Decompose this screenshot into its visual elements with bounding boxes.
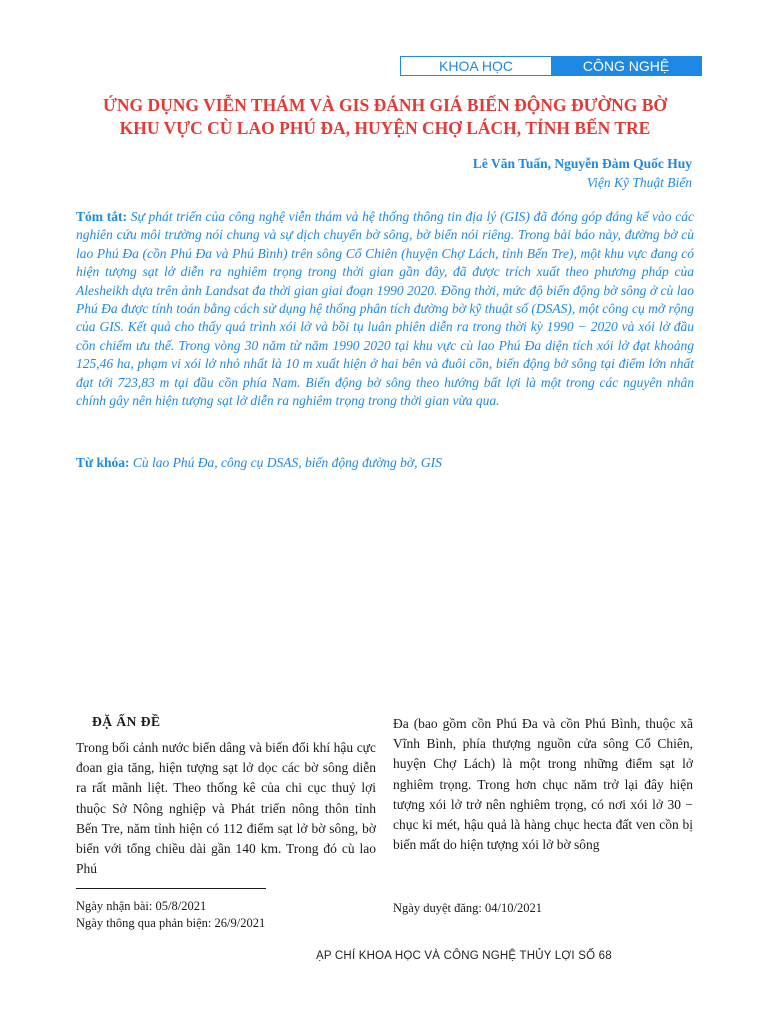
body-left-column: Trong bối cảnh nước biển dâng và biến đổi khí hậu cực đoan gia tăng, hiện tượng sạt lở dọc các bờ sông diễn ra rất mãnh liệt. Theo thống kê của chi cục thuỷ lợi thuộc Sở Nông nghiệp và Phát triển nông thôn tỉnh Bến Tre, năm tỉnh hiện có 112 điểm sạt lở bờ sông, bờ biển với tổng chiều dài gần 140 km. Trong đó cù lao Phú bbox=[76, 740, 376, 877]
article-title-line-1: ỨNG DỤNG VIỄN THÁM VÀ GIS ĐÁNH GIÁ BIẾN ĐỘNG ĐƯỜNG BỜ bbox=[102, 95, 668, 115]
keywords bbox=[76, 454, 694, 472]
received-date: Ngày nhận bài: 05/8/2021 bbox=[76, 899, 207, 913]
abstract-label: Tóm tắt: bbox=[76, 209, 127, 224]
section-header bbox=[400, 56, 702, 76]
keywords-text: Cù lao Phú Đa, công cụ DSAS, biến động đường bờ, GIS bbox=[132, 455, 442, 470]
article-affiliation: Viện Kỹ Thuật Biển bbox=[586, 175, 692, 190]
journal-footer: ẠP CHÍ KHOA HỌC VÀ CÔNG NGHỆ THỦY LỢI SỐ 68 bbox=[316, 950, 612, 962]
keywords-label: Từ khóa: bbox=[76, 455, 130, 470]
review-date: Ngày thông qua phản biện: 26/9/2021 bbox=[76, 916, 266, 930]
footnote-divider bbox=[76, 888, 266, 889]
body-right-column: Đa (bao gồm cồn Phú Đa và cồn Phú Bình, thuộc xã Vĩnh Bình, phía thượng nguồn cửa sông Cổ Chiên, huyện Chợ Lách) là một trong những điểm sạt lở nghiêm trọng. Trong hơn chục năm trở lại đây hiện tượng xói lở trở nên nghiêm trọng, có nơi xói lở 30 − chục ki mét, hậu quả là hàng chục hecta đất ven cồn bị biến mất do hiện tượng xói lở bờ sông bbox=[393, 716, 693, 853]
article-title-line-2: KHU VỰC CÙ LAO PHÚ ĐA, HUYỆN CHỢ LÁCH, TỈNH BẾN TRE bbox=[119, 118, 651, 138]
section-title: ĐẶ ẤN ĐỀ bbox=[92, 714, 161, 729]
abstract-text: Sự phát triển của công nghệ viễn thám và hệ thống thông tin địa lý (GIS) đã đóng góp đáng kể vào các nghiên cứu môi trường nói chung và sự dịch chuyển bờ sông, bờ biển nói riêng. Trong bài báo này, đường bờ cù lao Phú Đa (cồn Phú Đa và Phú Bình) trên sông Cổ Chiên (huyện Chợ Lách, tỉnh Bến Tre), một khu vực đang có hiện tượng sạt lở diễn ra nghiêm trọng trong thời gian gần đây, đã được trích xuất theo phương pháp của Alesheikh dựa trên ảnh Landsat đa thời gian giai đoạn 1990 2020. Đồng thời, mức độ biến động bờ sông ở cù lao Phú Đa được tính toán bằng cách sử dụng hệ thống phân tích đường bờ kỹ thuật số (DSAS), một công cụ mở rộng của GIS. Kết quả cho thấy quá trình xói lở và bồi tụ luân phiên diễn ra trong thời kỳ 1990 − 2020 và xói lở đầu cồn chiếm ưu thế. Trong vòng 30 năm từ năm 1990 2020 tại khu vực cù lao Phú Đa diện tích xói lở đạt khoảng 125,46 ha, phạm vi xói lở nhỏ nhất là 10 m xuất hiện ở hai bên và đuôi cồn, biến động bờ sông tại điểm lớn nhất đạt tới 723,83 m tại đầu cồn phía Nam. Biến động bờ sông theo hướng bất lợi là một trong các nguyên nhân chính gây nên hiện tượng sạt lở diễn ra nghiêm trọng trong thời gian vừa qua. bbox=[76, 209, 694, 409]
article-authors: Lê Văn Tuấn, Nguyễn Đàm Quốc Huy bbox=[472, 156, 692, 171]
header-label-cong-nghe: CÔNG NGHỆ bbox=[551, 57, 701, 75]
header-label-khoa-hoc: KHOA HỌC bbox=[401, 57, 551, 75]
abstract bbox=[76, 208, 694, 410]
approval-date: Ngày duyệt đăng: 04/10/2021 bbox=[393, 901, 542, 915]
